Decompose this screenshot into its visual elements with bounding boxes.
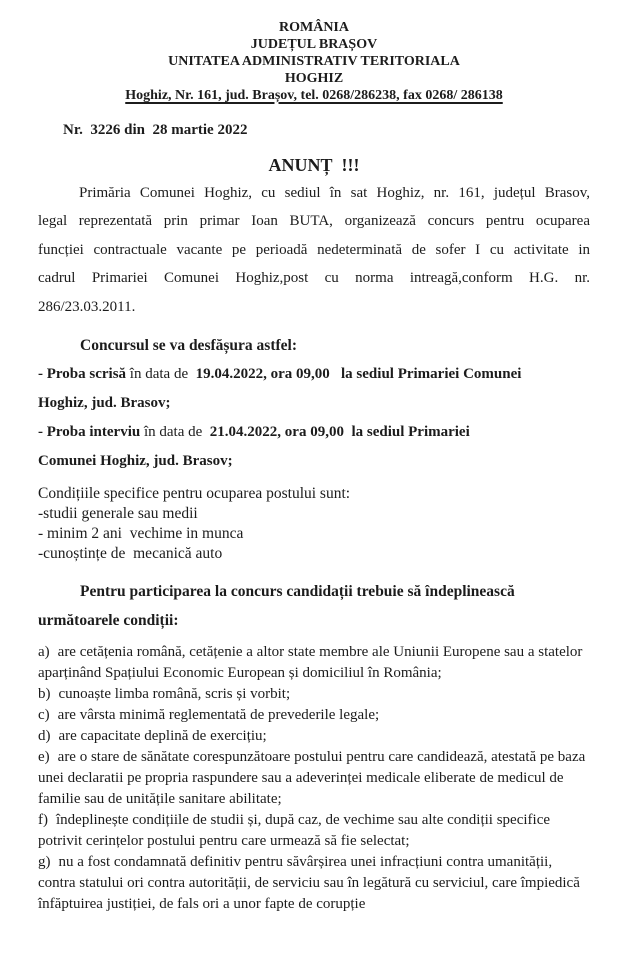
schedule-heading: Concursul se va desfășura astfel: (80, 337, 297, 355)
header-county: JUDEȚUL BRAȘOV (250, 37, 378, 52)
date-connector: în data de (143, 424, 207, 441)
participation-heading-line: următoarele condiții: (38, 612, 179, 630)
header-country: ROMÂNIA (279, 20, 349, 35)
test-name: - Proba interviu (38, 424, 144, 441)
schedule-item-line (38, 360, 590, 389)
intro-line: funcției contractuale vacante pe perioadă nedeterminată de sofer I cu activitate in (38, 241, 590, 258)
condition-letter: a) (38, 644, 50, 661)
test-name: - Proba scrisă (38, 366, 130, 383)
specific-condition-item: -cunoștințe de mecanică auto (38, 545, 223, 563)
header-administrative-unit: UNITATEA ADMINISTRATIV TERITORIALA (168, 54, 460, 69)
condition-item-g (38, 852, 590, 915)
test-date-location: 21.04.2022, ora 09,00 la sediul Primariei (206, 424, 470, 441)
condition-item-a (38, 642, 590, 684)
condition-text: are capacitate deplină de exercițiu; (58, 728, 267, 745)
specific-conditions-section (38, 484, 590, 564)
specific-condition-item: - minim 2 ani vechime in munca (38, 525, 244, 543)
condition-item-e (38, 747, 590, 810)
intro-paragraph (38, 179, 590, 321)
schedule-item-written-test (38, 360, 590, 418)
condition-item-f (38, 810, 590, 852)
header-locality: HOGHIZ (284, 71, 344, 86)
page-title: ANUNȚ !!! (268, 155, 360, 175)
condition-letter: e) (38, 749, 50, 766)
condition-letter: d) (38, 728, 51, 745)
schedule-item-line: Hoghiz, jud. Brasov; (38, 395, 171, 412)
date-connector: în data de (129, 366, 192, 383)
intro-line: Primăria Comunei Hoghiz, cu sediul în sat Hoghiz, nr. 161, județul Brasov, (79, 185, 590, 201)
condition-item-b (38, 684, 590, 705)
document-header (38, 19, 590, 104)
condition-text: nu a fost condamnată definitiv pentru săvârșirea unei infracțiuni contra umanității, contra statului ori contra autorității, de serviciu sau în legătură cu serviciul, care împiedică înfăptuirea justiției, de fals ori a unor fapte de corupție (38, 854, 580, 913)
intro-line: 286/23.03.2011. (38, 298, 136, 315)
condition-letter: b) (38, 686, 51, 703)
test-date-location: 19.04.2022, ora 09,00 la sediul Primariei Comunei (191, 366, 522, 383)
condition-item-c (38, 705, 590, 726)
condition-letter: c) (38, 707, 50, 724)
intro-line: cadrul Primariei Comunei Hoghiz,post cu norma intreagă,conform H.G. nr. (38, 270, 590, 287)
specific-conditions-heading: Condițiile specifice pentru ocuparea postului sunt: (38, 485, 351, 503)
schedule-item-line: Comunei Hoghiz, jud. Brasov; (38, 453, 233, 470)
condition-letter: f) (38, 812, 48, 829)
participation-heading-line: Pentru participarea la concurs candidații trebuie să îndeplinească (80, 583, 515, 601)
intro-line: legal reprezentată prin primar Ioan BUTA, organizează concurs pentru ocuparea (38, 213, 590, 230)
schedule-item-interview (38, 418, 590, 476)
reference-number: Nr. 3226 din 28 martie 2022 (63, 122, 248, 138)
participation-heading (38, 577, 590, 635)
specific-condition-item: -studii generale sau medii (38, 505, 198, 523)
condition-letter: g) (38, 854, 51, 871)
condition-text: cunoaște limba română, scris și vorbit; (58, 686, 291, 703)
condition-text: are cetățenia română, cetățenie a altor state membre ale Uniunii Europene sau a statelor aparținând Spațiului Economic European și domiciliul în România; (38, 644, 583, 682)
condition-item-d (38, 726, 590, 747)
condition-text: are vârsta minimă reglementată de prevederile legale; (57, 707, 380, 724)
contact-text: Hoghiz, Nr. 161, jud. Brașov, tel. 0268/286238, fax 0268/ 286138 (125, 88, 503, 103)
condition-text: îndeplinește condițiile de studii și, după caz, de vechime sau alte condiții specifice potrivit cerințelor postului pentru care urmează să fie selectat; (38, 812, 551, 850)
condition-text: are o stare de sănătate corespunzătoare postului pentru care candidează, atestată pe baza unei declaratii pe propria raspundere sau a adeverinței medicale eliberate de medicul de familie sau de unitățile sanitare abilitate; (38, 749, 586, 808)
header-contact-line (38, 87, 590, 104)
general-conditions-list (38, 642, 590, 915)
schedule-item-line (38, 418, 590, 447)
